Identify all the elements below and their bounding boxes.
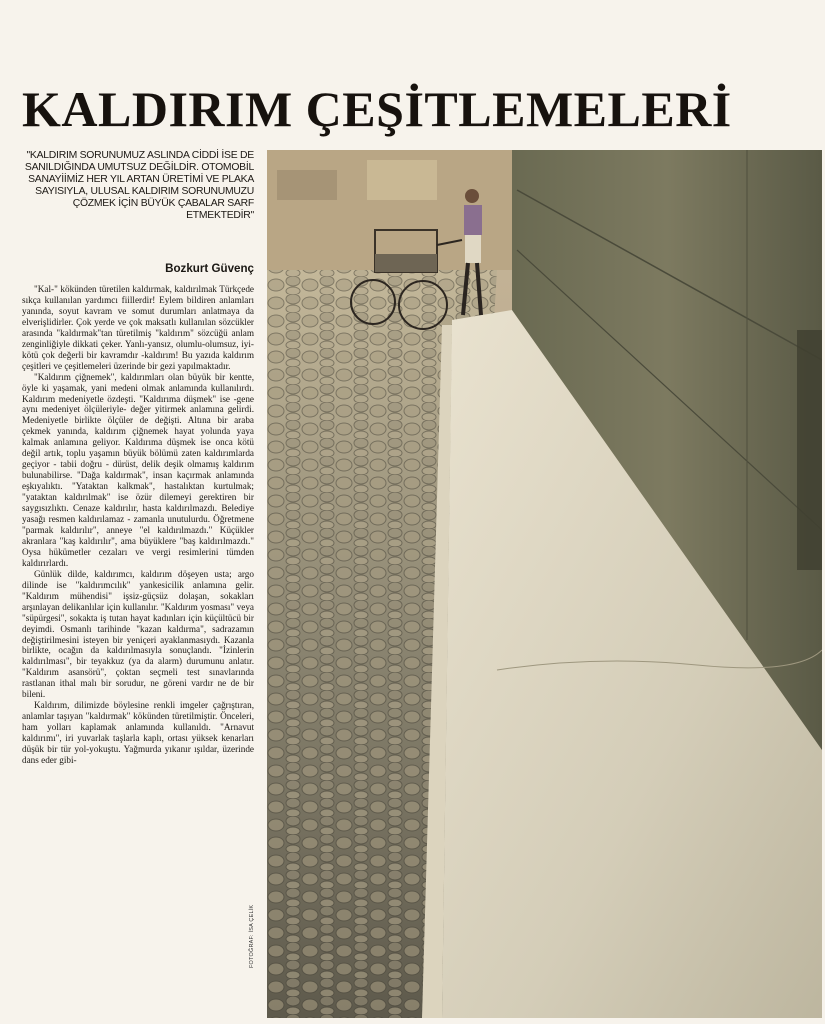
body-paragraph: Günlük dilde, kaldırımcı, kaldırım döşeyen usta; argo dilinde ise "kaldırımcılık" yankesicilik anlamına gelir. "Kaldırım mühendisi" işsiz-güçsüz dolaşan, sokakları arşınlayan delikanlılar için kullanılır. "Kaldırım yosması" veya "süpürgesi", sokakta iş tutan hayat kadınları için küçültücü bir deyimdi. Osmanlı tarihinde "kazan kaldırma", sadrazamın değiştirilmesini isteyen bir yeniçeri ayaklanmasıydı. Kazanla birlikte, ocağın da kaldırılmasıyla sonuçlandı. "İzinlerin kaldırılması", bir teyakkuz (ya da alarm) durumunu anlatır. "Kaldırım asansörü", çoktan seçmeli test sınavlarında rastlanan ithal malı bir sorudur, ne göreni vardır ne de bir bileni. xyxy=(22,568,254,700)
street-photo xyxy=(267,150,822,1018)
lead-quote: "KALDIRIM SORUNUMUZ ASLINDA CİDDİ İSE DE SANILDIĞINDA UMUTSUZ DEĞİLDİR. OTOMOBİL SANAYİİMİZ HER YIL ARTAN ÜRETİMİ VE PLAKA SAYISIYLA, ULUSAL KALDIRIM SORUNUMUZU ÇÖZMEK İÇİN BÜYÜK ÇABALAR SARF ETMEKTEDİR" xyxy=(24,150,254,222)
street-photo-illustration xyxy=(267,150,822,1018)
body-paragraph: "Kal-" kökünden türetilen kaldırmak, kaldırılmak Türkçede sıkça kullanılan yardımcı fiillerdir! Eylem bildiren anlamları yanında, soyut kavram ve somut durumları anlatmaya da elverişlidirler. Çok yerde ve çok maksatlı kullanılan sözcükler arasında "kaldırmak"tan türetilmiş "kaldırım" sözcüğü anlam zenginliğiyle dikkati çeker. Yanlı-yansız, olumlu-olumsuz, iyi-kötü çok değerli bir kavramdır -kaldırım! Bu yazıda kaldırım çeşitleri ve çeşitlemeleri üzerinde bir gezi yapılmaktadır. xyxy=(22,284,254,371)
article-body xyxy=(22,284,254,766)
body-paragraph: "Kaldırım çiğnemek", kaldırımları olan büyük bir kentte, öyle ki yaşamak, yani medeni olmak anlamında kullanılırdı. Kaldırım medeniyetle özdeşti. "Kaldırıma düşmek" ise -gene aynı medeniyet ölçüleriyle- değer yitirmek anlamına gelirdi. Medeniyetle birlikte ölçüler de değişti. Altına bir araba çekmek yanında, kaldırım çiğnemek hayat yolunda yaya kalmak anlamına geliyor. Kaldırıma düşmek ise onca kötü değil artık, toplu yaşamın büyük bölümü zaten kaldırımlarda geçiyor - tabii doğru - dürüst, delik deşik olmamış kaldırım bulunabilirse. "Dağa kaldırmak", insan kaçırmak anlamında eşkıyalıktı. "Yataktan kalkmak", hastalıktan kurtulmak; "yataktan kaldırılmak" ise özür dilemeyi gerektiren bir saygısızlıktı. Cenaze kaldırılır, hasta kaldırılmazdı. Belediye yasağı resmen kaldırılamaz - zamanla unutulurdu. Öğretmene "parmak kaldırılır", anneye "el kaldırılmazdı." Küçükler akranlara "kaş kaldırılır", ama büyüklere "baş kaldırılmazdı." Oysa hükümetler cezaları ve vergi resimlerini tümden kaldırırlardı. xyxy=(22,371,254,568)
body-paragraph: Kaldırım, dilimizde böylesine renkli imgeler çağrıştıran, anlamlar taşıyan "kaldırmak" kökünden türetilmiştir. Önceleri, ham yolları kaplamak anlamında kullanıldı. "Arnavut kaldırımı", iri yuvarlak taşlarla kaplı, ortası yüksek kenarları düşük bir tür yol-yokuştu. Yağmurda yıkanır ışıldar, üzerinde dans eder gibi- xyxy=(22,700,254,765)
article-title: KALDIRIM ÇEŞİTLEMELERİ xyxy=(22,81,732,137)
photo-credit: FOTOĞRAF: İSA ÇELİK xyxy=(249,904,255,968)
author-name: Bozkurt Güvenç xyxy=(165,262,254,275)
